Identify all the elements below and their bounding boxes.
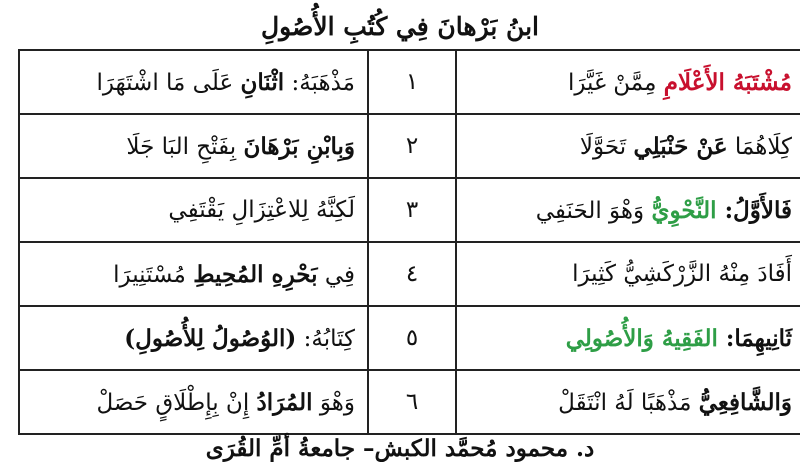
verse-segment: بَحْرِهِ المُحِيطِ (193, 260, 318, 288)
verse-segment: (الوُصُولُ لِلأُصُولِ) (124, 324, 297, 352)
verse-number: ١ (368, 50, 456, 114)
poem-table (18, 49, 800, 435)
verse-segment: وَالشَّافِعِيُّ (698, 388, 792, 416)
verse-number: ٣ (368, 178, 456, 242)
second-hemistich (19, 178, 368, 242)
second-hemistich (19, 306, 368, 370)
verse-segment: مَذْهَبَهُ: (284, 69, 355, 96)
verse-segment: المُرَادُ (256, 388, 313, 416)
verse-segment: عَنْ حَنْبَلِي (633, 132, 728, 160)
second-hemistich (19, 114, 368, 178)
first-hemistich (456, 306, 800, 370)
verse-segment: كِلَاهُمَا (727, 133, 792, 160)
verse-segment: مِمَّنْ غَيَّرَا (567, 69, 664, 96)
verse-segment: الفَقِيهُ وَالأُصُولِي (565, 324, 718, 352)
verse-segment: تَحَوَّلَا (579, 133, 634, 160)
poem-row (19, 242, 800, 306)
verse-segment: فَالأَوَّلُ: (716, 196, 792, 224)
verse-number: ٤ (368, 242, 456, 306)
page-title: ابنُ بَرْهانَ فِي كُتُبِ الأُصُولِ (261, 12, 539, 41)
verse-segment: بِفَتْحِ البَا جَلَا (126, 133, 244, 160)
author-credit: د. محمود مُحمَّد الكبش– جامعةُ أمِّ القُرَى (205, 435, 595, 462)
poem-row (19, 114, 800, 178)
verse-number: ٦ (368, 370, 456, 434)
first-hemistich (456, 242, 800, 306)
verse-segment: إِنْ بِإِطْلَاقٍ حَصَلْ (96, 389, 257, 416)
verse-segment: فِي (317, 261, 355, 288)
poem-row (19, 306, 800, 370)
first-hemistich (456, 50, 800, 114)
verse-segment: وَهْوَ الحَنَفِي (535, 197, 652, 224)
verse-number: ٢ (368, 114, 456, 178)
verse-segment: وَهْوَ (312, 389, 355, 416)
verse-segment: أَفَادَ مِنْهُ الزَّرْكَشِيُّ كَثِيرَا (572, 261, 792, 287)
poem-row (19, 370, 800, 434)
verse-segment: كِتَابُهُ: (296, 325, 355, 352)
verse-segment: لَكِنَّهُ لِلاعْتِزَالِ يَقْتَفِي (168, 197, 355, 223)
verse-segment: مُسْتَنِيرَا (113, 261, 194, 288)
verse-segment: مَذْهَبًا لَهُ انْتَقَلْ (558, 389, 699, 416)
first-hemistich (456, 114, 800, 178)
second-hemistich (19, 242, 368, 306)
verse-segment: النَّحْوِيُّ (651, 196, 717, 224)
poem-row (19, 178, 800, 242)
verse-segment: عَلَى مَا اشْتَهَرَا (96, 69, 241, 96)
first-hemistich (456, 370, 800, 434)
verse-segment: ثَانِيهِمَا: (717, 324, 792, 352)
verse-segment: وَبِابْنِ بَرْهَانَ (243, 132, 355, 160)
verse-number: ٥ (368, 306, 456, 370)
verse-segment: مُشْتَبَهُ الأَعْلَامِ (663, 68, 792, 96)
second-hemistich (19, 370, 368, 434)
second-hemistich (19, 50, 368, 114)
first-hemistich (456, 178, 800, 242)
poem-table-body (19, 50, 800, 434)
verse-segment: اثْنَانِ (240, 68, 285, 96)
poem-row (19, 50, 800, 114)
